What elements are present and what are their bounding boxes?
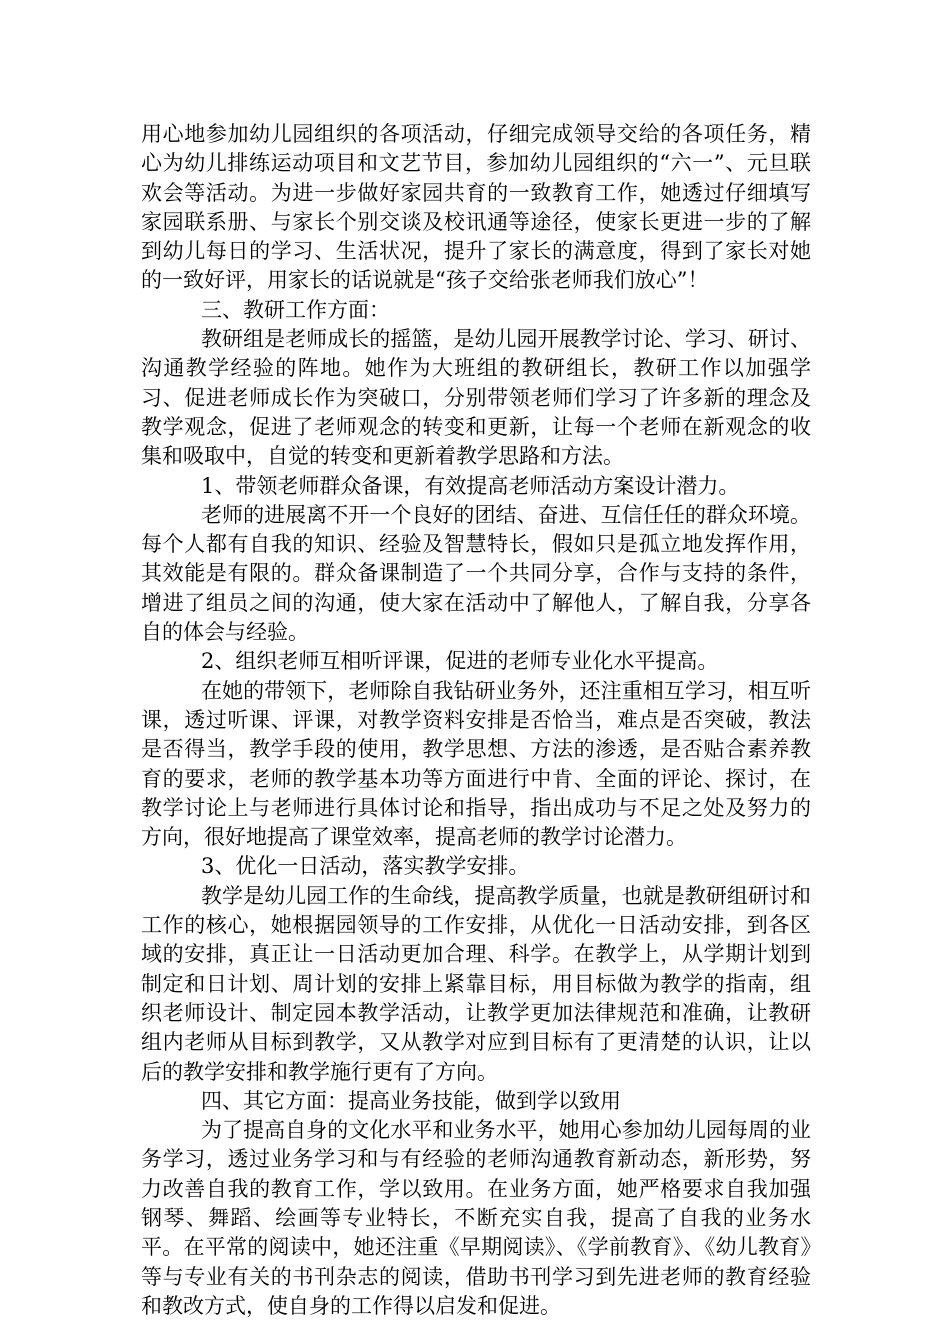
subheading-3: 3、优化一日活动，落实教学安排。 (201, 854, 530, 879)
section-heading-other: 四、其它方面：提高业务技能，做到学以致用 (201, 1088, 621, 1113)
paragraph: 老师的进展离不开一个良好的团结、奋进、互信任任的群众环境。每个人都有自我的知识、经验及智慧特长，假如只是孤立地发挥作用，其效能是有限的。群众备课制造了一个共同分享，合作与支持的条件，增进了组员之间的沟通，使大家在活动中了解他人，了解自我，分享各自的体会与经验。 (141, 502, 811, 645)
document-body (141, 120, 811, 1321)
paragraph-continued: 用心地参加幼儿园组织的各项活动，仔细完成领导交给的各项任务，精心为幼儿排练运动项目和文艺节目，参加幼儿园组织的“六一”、元旦联欢会等活动。为进一步做好家园共育的一致教育工作，她透过仔细填写家园联系册、与家长个别交谈及校讯通等途径，使家长更进一步的了解到幼儿每日的学习、生活状况，提升了家长的满意度，得到了家长对她的一致好评，用家长的话说就是“孩子交给张老师我们放心”！ (141, 122, 811, 293)
paragraph: 为了提高自身的文化水平和业务水平，她用心参加幼儿园每周的业务学习，透过业务学习和与有经验的老师沟通教育新动态，新形势，努力改善自我的教育工作，学以致用。在业务方面，她严格要求自我加强钢琴、舞蹈、绘画等专业特长，不断充实自我，提高了自我的业务水平。在平常的阅读中，她还注重《早期阅读》、《学前教育》、《幼儿教育》等与专业有关的书刊杂志的阅读，借助书刊学习到先进老师的教育经验和教改方式，使自身的工作得以启发和促进。 (141, 1118, 811, 1318)
paragraph: 教研组是老师成长的摇篮，是幼儿园开展教学讨论、学习、研讨、沟通教学经验的阵地。她作为大班组的教研组长，教研工作以加强学习、促进老师成长作为突破口，分别带领老师们学习了许多新的理念及教学观念，促进了老师观念的转变和更新，让每一个老师在新观念的收集和吸取中，自觉的转变和更新着教学思路和方法。 (141, 327, 811, 469)
paragraph: 在她的带领下，老师除自我钻研业务外，还注重相互学习，相互听课，透过听课、评课，对教学资料安排是否恰当，难点是否突破，教法是否得当，教学手段的使用，教学思想、方法的渗透，是否贴合素养教育的要求，老师的教学基本功等方面进行中肯、全面的评论、探讨，在教学讨论上与老师进行具体讨论和指导，指出成功与不足之处及努力的方向，很好地提高了课堂效率，提高老师的教学讨论潜力。 (141, 678, 811, 850)
section-heading-research: 三、教研工作方面： (201, 297, 390, 322)
subheading-1: 1、带领老师群众备课，有效提高老师活动方案设计潜力。 (201, 473, 740, 498)
paragraph: 教学是幼儿园工作的生命线，提高教学质量，也就是教研组研讨和工作的核心，她根据园领导的工作安排，从优化一日活动安排，到各区域的安排，真正让一日活动更加合理、科学。在教学上，从学期计划到制定和日计划、周计划的安排上紧靠目标，用目标做为教学的指南，组织老师设计、制定园本教学活动，让教学更加法律规范和准确，让教研组内老师从目标到教学，又从教学对应到目标有了更清楚的认识，让以后的教学安排和教学施行更有了方向。 (141, 883, 811, 1084)
subheading-2: 2、组织老师互相听评课，促进的老师专业化水平提高。 (201, 649, 719, 674)
